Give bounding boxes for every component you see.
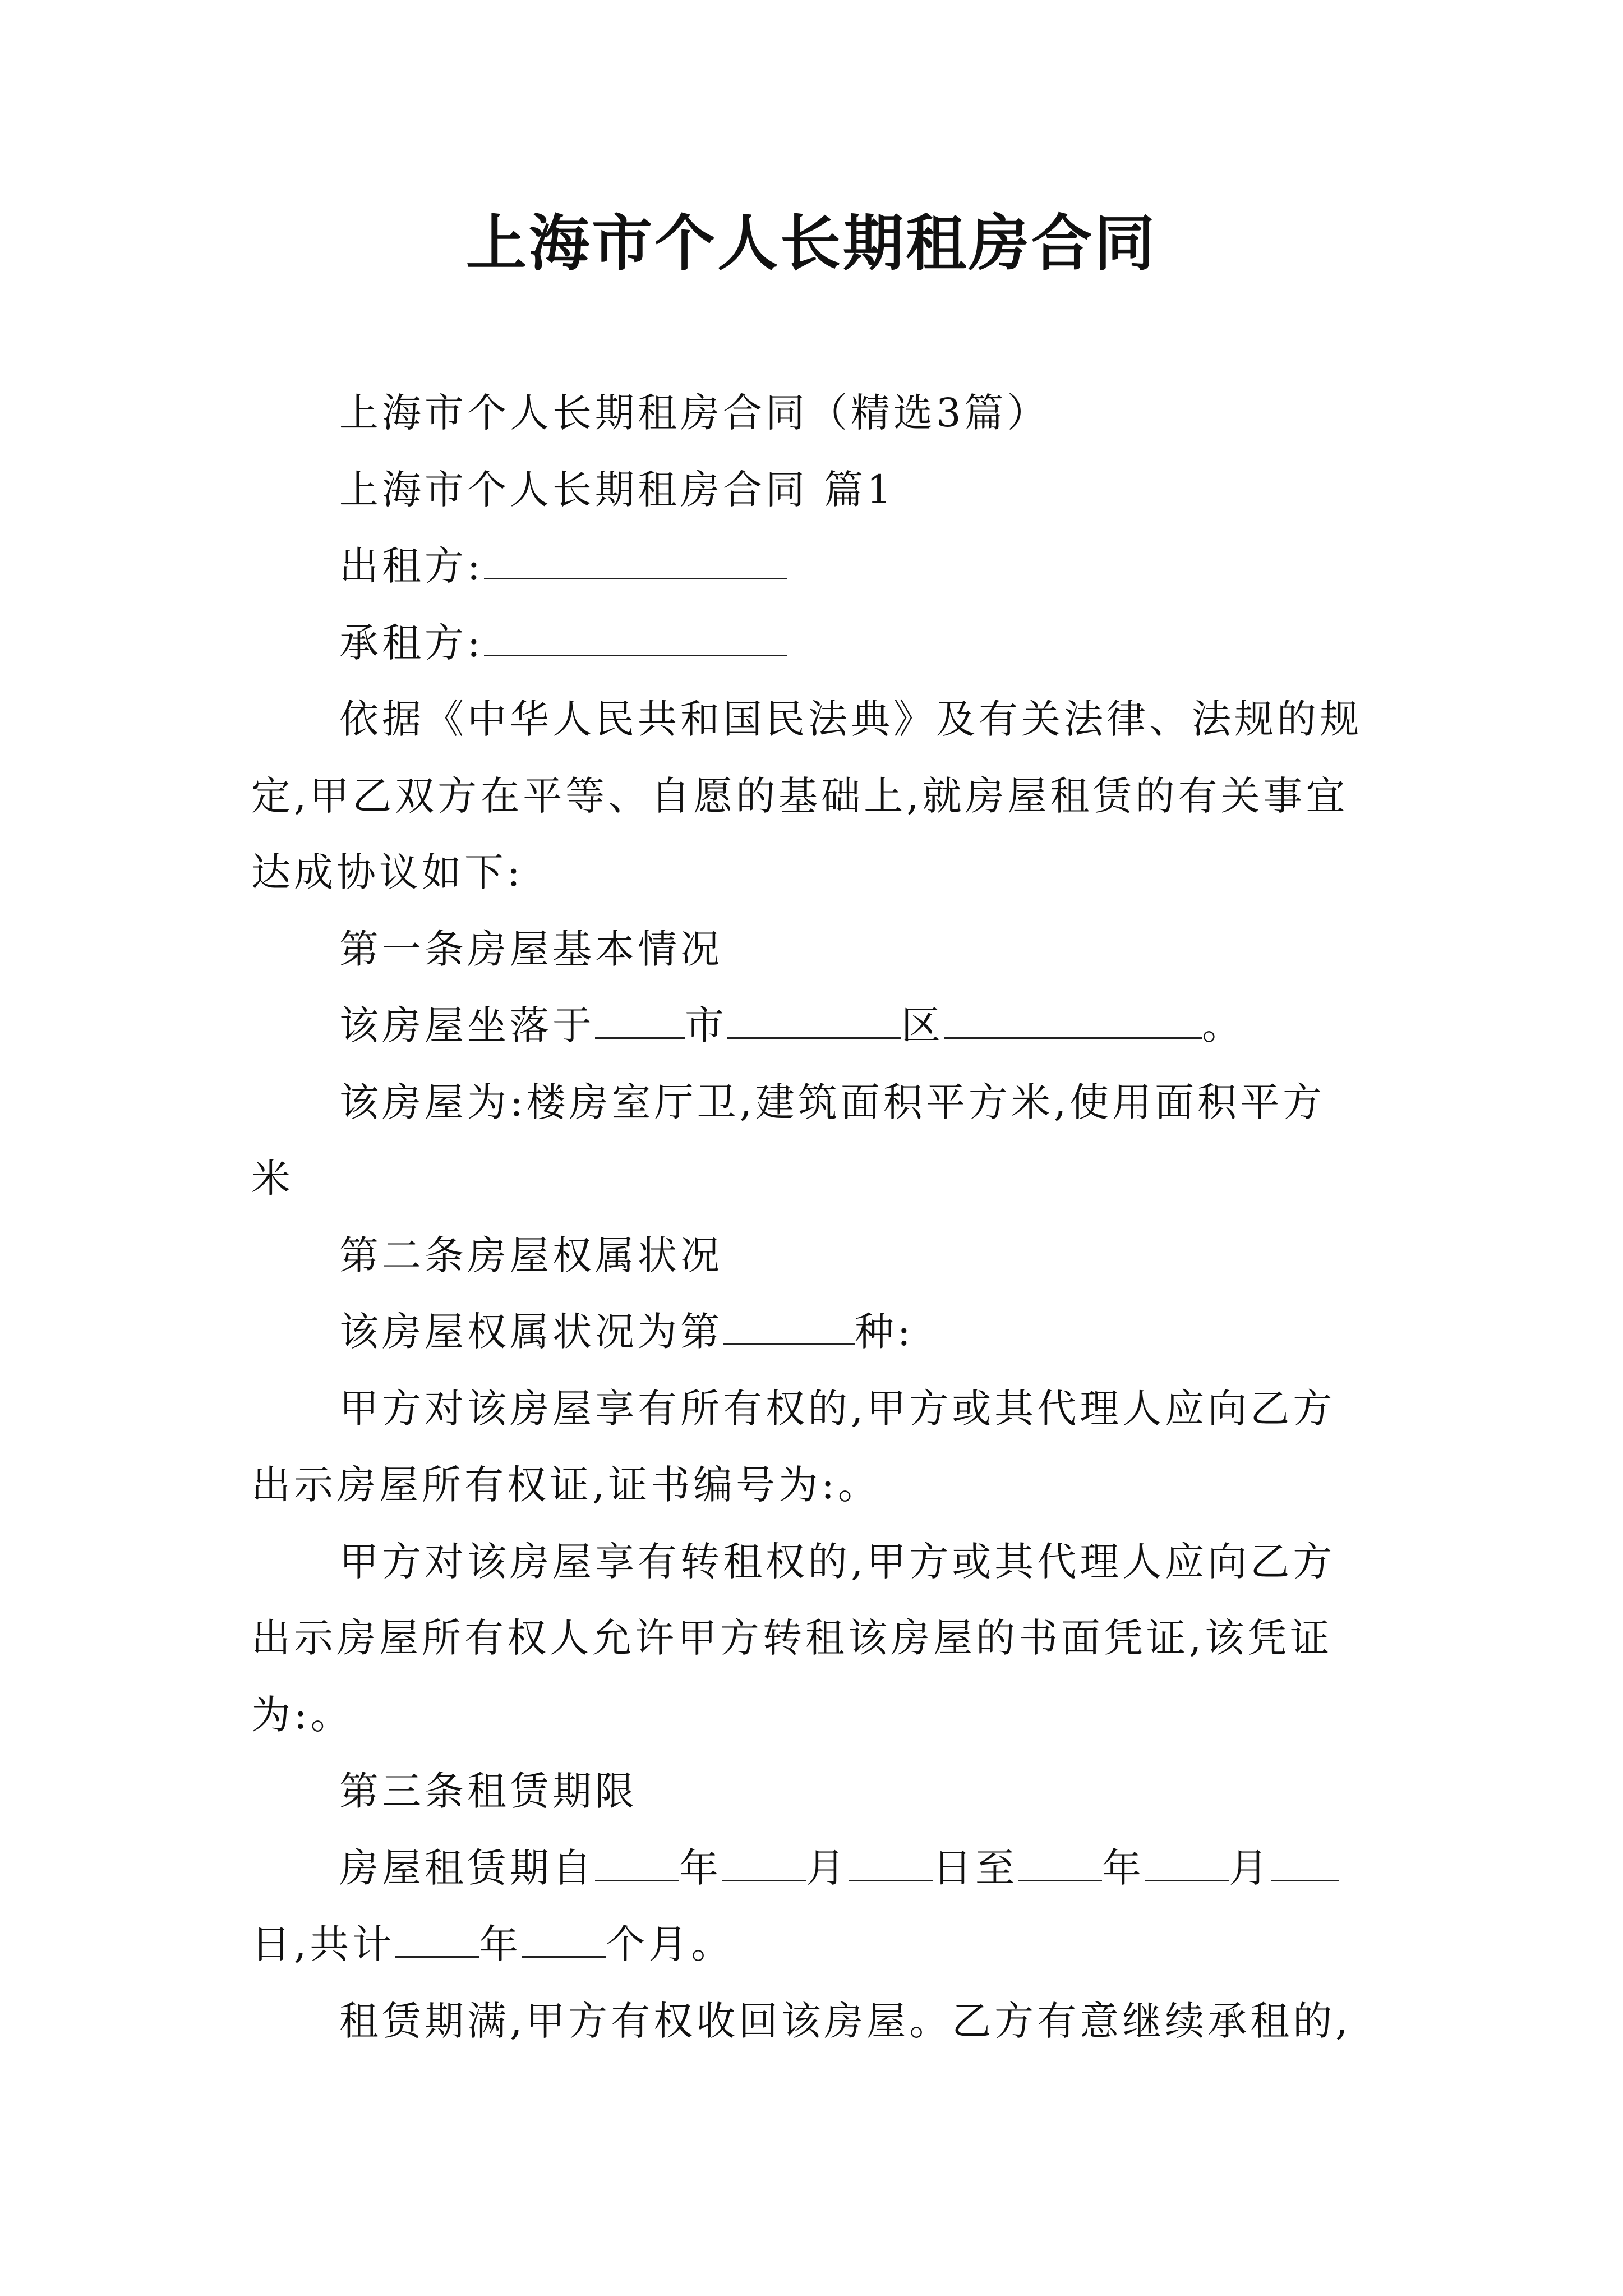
sublease-clause-line: 出示房屋所有权人允许甲方转租该房屋的书面凭证,该凭证 xyxy=(251,1615,1333,1661)
city-label: 市 xyxy=(685,1002,727,1048)
address-blank[interactable] xyxy=(944,1004,1202,1039)
months-label: 个月。 xyxy=(606,1921,734,1967)
house-desc-line: 米 xyxy=(251,1156,294,1202)
lessor-label: 出租方: xyxy=(339,543,484,589)
end-day-blank[interactable] xyxy=(1271,1846,1339,1881)
ownership-prefix: 该房屋权属状况为第 xyxy=(339,1309,723,1355)
total-year-blank[interactable] xyxy=(395,1922,479,1958)
lessee-label: 承租方: xyxy=(339,619,484,666)
location-line xyxy=(251,987,1381,1064)
end-month-blank[interactable] xyxy=(1145,1846,1229,1881)
location-end: 。 xyxy=(1202,1002,1244,1048)
term-line xyxy=(251,1830,1381,1907)
district-label: 区 xyxy=(901,1002,944,1048)
house-desc-line: 该房屋为:楼房室厅卫,建筑面积平方米,使用面积平方 xyxy=(339,1079,1326,1125)
expiry-line: 租赁期满,甲方有权收回该房屋。乙方有意继续承租的, xyxy=(339,1998,1352,2044)
sublease-clause-line: 甲方对该房屋享有转租权的,甲方或其代理人应向乙方 xyxy=(339,1538,1336,1585)
term-line xyxy=(251,1906,1381,1983)
start-month-blank[interactable] xyxy=(722,1846,806,1881)
owner-clause-line: 出示房屋所有权证,证书编号为:。 xyxy=(251,1462,880,1508)
subtitle: 上海市个人长期租房合同（精选3篇） xyxy=(339,390,1050,436)
year-label: 年 xyxy=(679,1844,722,1891)
article1-title: 第一条房屋基本情况 xyxy=(339,926,723,972)
ownership-suffix: 种: xyxy=(855,1309,914,1355)
ownership-blank[interactable] xyxy=(723,1310,855,1345)
document-body xyxy=(251,375,1381,2059)
year-label: 年 xyxy=(479,1921,522,1967)
year-label: 年 xyxy=(1102,1844,1145,1891)
term-prefix: 房屋租赁期自 xyxy=(339,1844,595,1891)
district-blank[interactable] xyxy=(727,1004,901,1039)
lessee-line xyxy=(251,605,1381,682)
city-blank[interactable] xyxy=(595,1004,685,1039)
intro-line: 依据《中华人民共和国民法典》及有关法律、法规的规 xyxy=(339,696,1362,742)
start-year-blank[interactable] xyxy=(595,1846,679,1881)
start-day-blank[interactable] xyxy=(849,1846,933,1881)
end-year-blank[interactable] xyxy=(1018,1846,1102,1881)
lessor-blank[interactable] xyxy=(484,544,787,579)
document-title: 上海市个人长期租房合同 xyxy=(465,209,1157,279)
day-to-label: 日至 xyxy=(933,1844,1018,1891)
ownership-line xyxy=(251,1294,1381,1370)
section-heading: 上海市个人长期租房合同 篇1 xyxy=(339,466,895,513)
intro-line: 达成协议如下: xyxy=(251,849,524,895)
location-prefix: 该房屋坐落于 xyxy=(339,1002,595,1048)
day-end-label: 日,共计 xyxy=(251,1921,395,1967)
article3-title: 第三条租赁期限 xyxy=(339,1768,638,1814)
month-label: 月 xyxy=(806,1844,849,1891)
lessee-blank[interactable] xyxy=(484,621,787,656)
total-month-blank[interactable] xyxy=(522,1922,606,1958)
month-label: 月 xyxy=(1229,1844,1271,1891)
sublease-clause-line: 为:。 xyxy=(251,1691,353,1738)
owner-clause-line: 甲方对该房屋享有所有权的,甲方或其代理人应向乙方 xyxy=(339,1385,1336,1432)
article2-title: 第二条房屋权属状况 xyxy=(339,1232,723,1278)
intro-line: 定,甲乙双方在平等、自愿的基础上,就房屋租赁的有关事宜 xyxy=(251,772,1349,819)
lessor-line xyxy=(251,528,1381,605)
